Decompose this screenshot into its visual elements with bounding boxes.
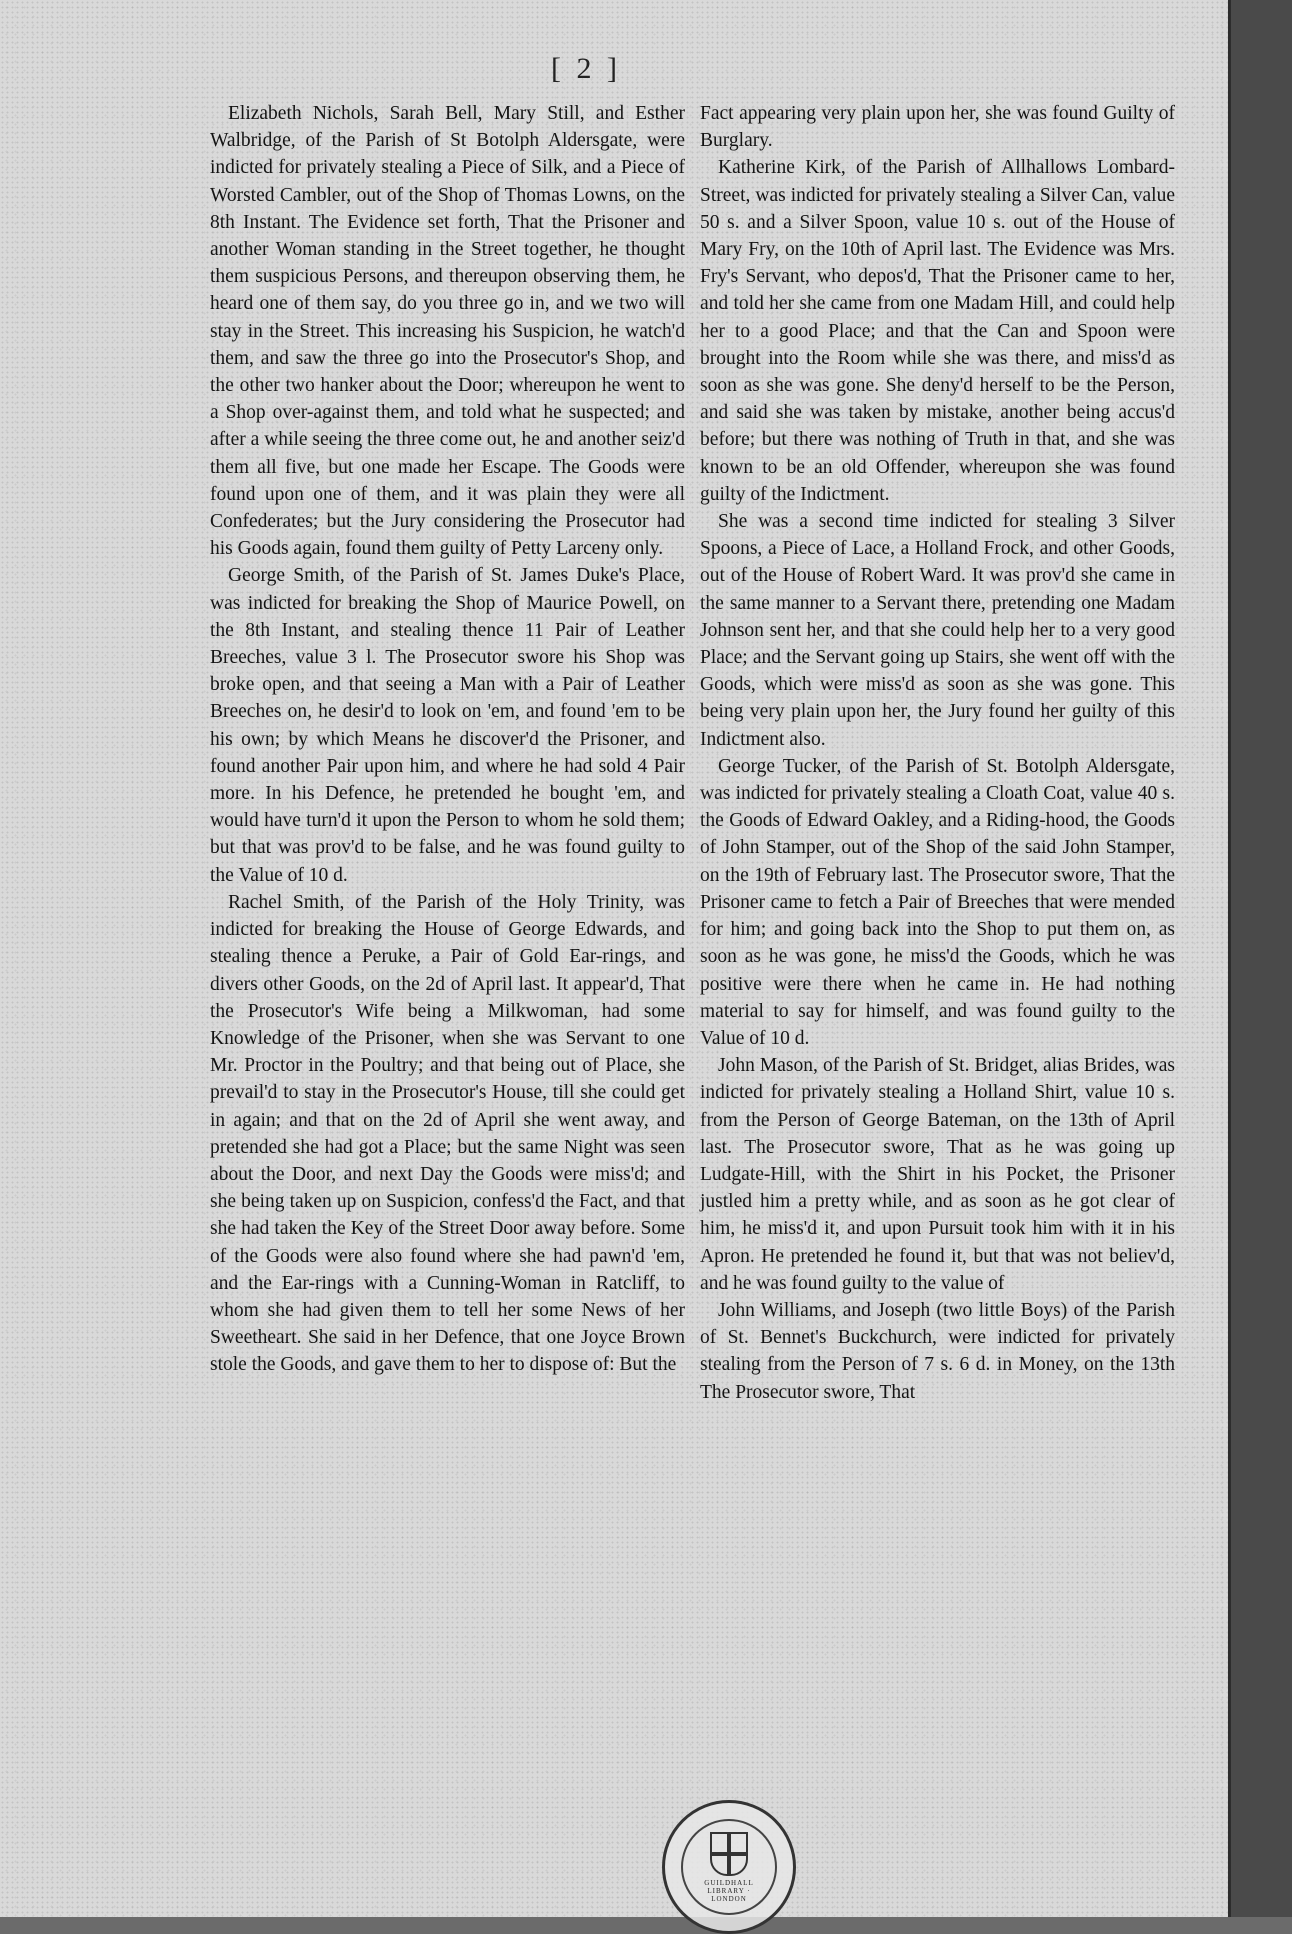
stamp-inner-ring	[681, 1819, 777, 1915]
paragraph: Katherine Kirk, of the Parish of Allhallows Lombard-Street, was indicted for privately stealing a Silver Can, value 50 s. and a Silver Spoon, value 10 s. out of the House of Mary Fry, on the 10th of April last. The Evidence was Mrs. Fry's Servant, who depos'd, That the Prisoner came to her, and told her she came from one Madam Hill, and could help her to a good Place; and that the Can and Spoon were brought into the Room while she was there, and miss'd as soon as she was gone. She deny'd herself to be the Person, and said she was taken by mistake, another being accus'd before; but there was nothing of Truth in that, and she was known to be an old Offender, whereupon she was found guilty of the Indictment.	[700, 157, 1175, 505]
shield-icon	[710, 1832, 748, 1876]
paragraph: Rachel Smith, of the Parish of the Holy Trinity, was indicted for breaking the House of George Edwards, and stealing thence a Peruke, a Pair of Gold Ear-rings, and divers other Goods, on the 2d of April last. It appear'd, That the Prosecutor's Wife being a Milkwoman, had some Knowledge of the Prisoner, when she was Servant to one Mr. Proctor in the Poultry; and that being out of Place, she prevail'd to stay in the Prosecutor's House, till she could get in again; and that on the 2d of April she went away, and pretended she had got a Place; but the same Night was seen about the Door, and next Day the Goods were miss'd; and she being taken up on Suspicion, confess'd the Fact, and that she had taken the Key of the Street Door away before. Some of the Goods were also found where she had pawn'd 'em, and the Ear-rings with a Cunning-Woman in Ratcliff, to whom she had given them to tell her some News of her Sweetheart. She said in her Defence, that one Joyce Brown stole the Goods, and gave them to her to dispose of: But the	[210, 891, 685, 1376]
scanner-edge	[1228, 0, 1292, 1917]
paragraph: George Smith, of the Parish of St. James Duke's Place, was indicted for breaking the Shop of Maurice Powell, on the 8th Instant, and stealing thence 11 Pair of Leather Breeches, value 3 l. The Prosecutor swore his Shop was broke open, and that seeing a Man with a Pair of Leather Breeches on, he desir'd to look on 'em, and found 'em to be his own; by which Means he discover'd the Prisoner, and found another Pair upon him, and where he had sold 4 Pair more. In his Defence, he pretended he bought 'em, and would have turn'd it upon the Person to whom he sold them; but that was prov'd to be false, and he was found guilty to the Value of 10 d.	[210, 565, 685, 886]
left-column	[210, 100, 685, 1379]
paragraph: John Williams, and Joseph (two little Boys) of the Parish of St. Bennet's Buckchurch, were indicted for privately stealing from the Person of 7 s. 6 d. in Money, on the 13th The Prosecutor swore, That	[700, 1299, 1175, 1403]
page-number: [ 2 ]	[551, 52, 621, 85]
paragraph: John Mason, of the Parish of St. Bridget, alias Brides, was indicted for privately stealing a Holland Shirt, value 10 s. from the Person of George Bateman, on the 13th of April last. The Prosecutor swore, That as he was going up Ludgate-Hill, with the Shirt in his Pocket, the Prisoner justled him a pretty while, and as soon as he got clear of him, he miss'd it, and upon Pursuit took him with it in his Apron. He pretended he found it, but that was not believ'd, and he was found guilty to the value of	[700, 1055, 1175, 1294]
paragraph: She was a second time indicted for stealing 3 Silver Spoons, a Piece of Lace, a Holland Frock, and other Goods, out of the House of Robert Ward. It was prov'd she came in the same manner to a Servant there, pretending one Madam Johnson sent her, and that she could help her to a very good Place; and the Servant going up Stairs, she went off with the Goods, which were miss'd as soon as she was gone. This being very plain upon her, the Jury found her guilty of this Indictment also.	[700, 511, 1175, 750]
stamp-text: GUILDHALL LIBRARY · LONDON	[704, 1878, 754, 1903]
paragraph: Elizabeth Nichols, Sarah Bell, Mary Still, and Esther Walbridge, of the Parish of St Botolph Aldersgate, were indicted for privately stealing a Piece of Silk, and a Piece of Worsted Cambler, out of the Shop of Thomas Lowns, on the 8th Instant. The Evidence set forth, That the Prisoner and another Woman standing in the Street together, he thought them suspicious Persons, and thereupon observing them, he heard one of them say, do you three go in, and we two will stay in the Street. This increasing his Suspicion, he watch'd them, and saw the three go into the Prosecutor's Shop, and the other two hanker about the Door; whereupon he went to a Shop over-against them, and told what he suspected; and after a while seeing the three come out, he and another seiz'd them all five, but one made her Escape. The Goods were found upon one of them, and it was plain they were all Confederates; but the Jury considering the Prosecutor had his Goods again, found them guilty of Petty Larceny only.	[210, 103, 685, 560]
library-stamp	[662, 1800, 796, 1934]
right-column	[700, 100, 1175, 1406]
paragraph: George Tucker, of the Parish of St. Botolph Aldersgate, was indicted for privately stealing a Cloath Coat, value 40 s. the Goods of Edward Oakley, and a Riding-hood, the Goods of John Stamper, out of the Shop of the said John Stamper, on the 19th of February last. The Prosecutor swore, That the Prisoner came to fetch a Pair of Breeches that were mended for him; and going back into the Shop to put them on, as soon as he was gone, he miss'd the Goods, which he was positive were there when he came in. He had nothing material to say for himself, and was found guilty to the Value of 10 d.	[700, 755, 1175, 1049]
paragraph: Fact appearing very plain upon her, she was found Guilty of Burglary.	[700, 103, 1175, 152]
